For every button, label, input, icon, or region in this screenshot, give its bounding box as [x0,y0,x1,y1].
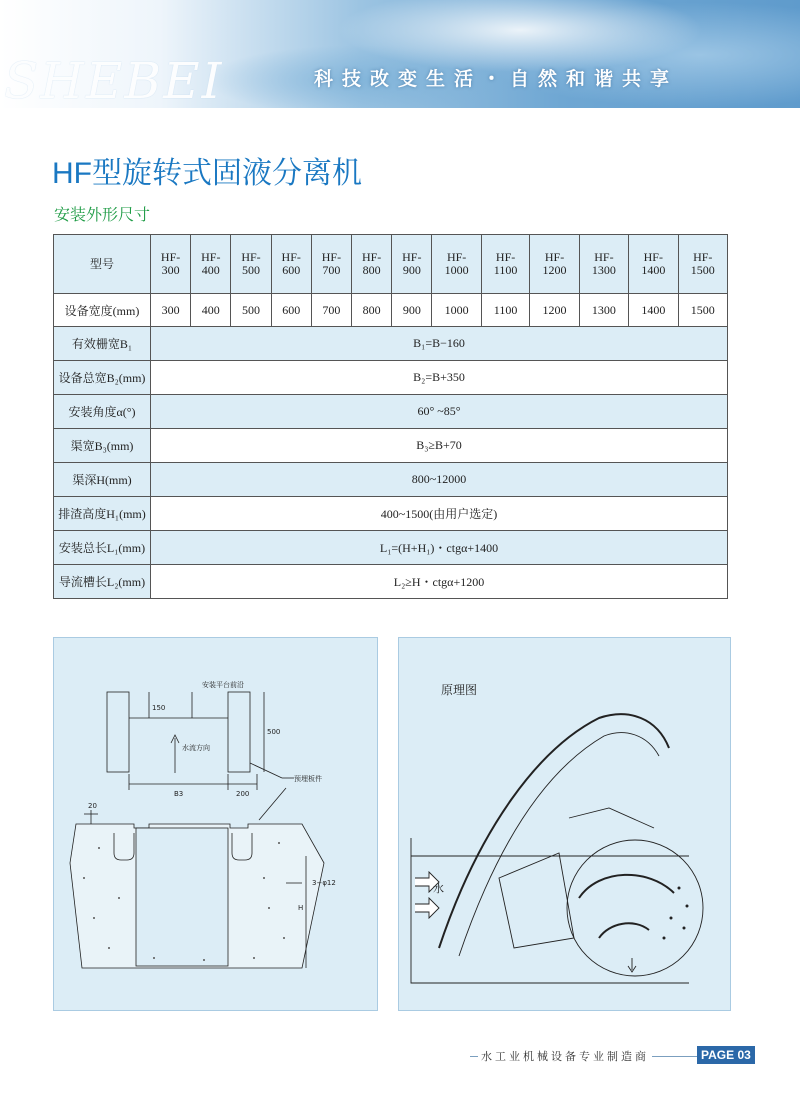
row-value: B₂=B+350 [151,361,728,395]
label-H: H [298,904,304,912]
model-number: 800 [362,263,381,277]
row-value: L₁=(H+H₁)・ctgα+1400 [151,531,728,565]
model-number: 1400 [641,263,666,277]
model-cell [392,235,432,294]
detail-circle [567,840,703,976]
plan-block-left [107,692,129,772]
row-label: 有效栅宽B₁ [54,327,151,361]
model-label: 型号 [54,235,151,294]
label-dim200: 200 [236,790,250,798]
model-prefix: HF- [402,250,422,264]
installation-drawing [53,637,378,1011]
label-flow: 水流方向 [182,744,210,752]
model-prefix: HF- [446,250,467,264]
model-number: 900 [402,263,421,277]
table-row [54,497,728,531]
plan-block-right [228,692,250,772]
row-label: 安装角度α(°) [54,395,151,429]
table-row [54,395,728,429]
screen-chain [439,714,669,948]
model-prefix: HF- [361,250,382,264]
page-number: PAGE 03 [697,1046,755,1064]
principle-diagram-svg [399,638,730,1010]
label-dim20: 20 [88,802,97,810]
row-label: 导流槽长L₂(mm) [54,565,151,599]
width-cell: 1500 [678,294,727,327]
model-number: 1300 [591,263,616,277]
width-cell: 1100 [481,294,530,327]
label-rebar: 3−φ12 [312,879,336,887]
table-row [54,429,728,463]
model-number: 700 [322,263,341,277]
row-value: B₃≥B+70 [151,429,728,463]
table-row-models [54,235,728,294]
table-row [54,565,728,599]
model-cell [191,235,231,294]
solids-dots [663,887,689,940]
width-cell: 900 [392,294,432,327]
width-cell: 300 [151,294,191,327]
model-number: 300 [161,263,180,277]
model-cell [311,235,351,294]
diagram-title: 原理图 [441,683,478,697]
model-number: 600 [282,263,301,277]
header-banner [0,0,800,108]
row-value: 400~1500(由用户选定) [151,497,728,531]
table-row [54,531,728,565]
row-label: 渠宽B₃(mm) [54,429,151,463]
table-row [54,327,728,361]
width-label: 设备宽度(mm) [54,294,151,327]
model-number: 500 [242,263,260,277]
row-value: L₂≥H・ctgα+1200 [151,565,728,599]
model-prefix: HF- [495,250,516,264]
width-cell: 800 [352,294,392,327]
brand-watermark: SHEBEI [4,52,224,110]
model-prefix: HF- [693,250,713,264]
width-cell: 700 [311,294,351,327]
table-row [54,361,728,395]
width-cell: 500 [231,294,271,327]
model-cell [271,235,311,294]
row-label: 安装总长L₁(mm) [54,531,151,565]
model-cell [678,235,727,294]
width-cell: 400 [191,294,231,327]
model-prefix: HF- [594,250,614,264]
row-value: 800~12000 [151,463,728,497]
principle-diagram [398,637,731,1011]
row-label: 设备总宽B₂(mm) [54,361,151,395]
model-cell [352,235,392,294]
model-cell [530,235,579,294]
model-number: 1500 [690,263,715,277]
width-cell: 1000 [432,294,481,327]
width-cell: 1400 [629,294,678,327]
width-cell: 1300 [579,294,628,327]
label-water: 水 [433,882,444,895]
label-embedded: 预埋板件 [294,775,322,783]
table-row-widths [54,294,728,327]
model-number: 1000 [444,263,469,277]
model-prefix: HF- [241,250,261,264]
model-cell [151,235,191,294]
model-prefix: HF- [160,250,181,264]
row-value: 60° ~85° [151,395,728,429]
model-number: 400 [201,263,220,277]
model-prefix: HF- [281,250,301,264]
slogan: 科技改变生活・自然和谐共享 [314,68,679,90]
model-cell [432,235,481,294]
model-prefix: HF- [544,250,565,264]
page-title: HF型旋转式固液分离机 [52,157,362,190]
model-cell [231,235,271,294]
model-cell [481,235,530,294]
table-row [54,463,728,497]
model-cell [579,235,628,294]
width-cell: 1200 [530,294,579,327]
row-label: 排渣高度H₁(mm) [54,497,151,531]
model-prefix: HF- [321,250,342,264]
section-subtitle: 安装外形尺寸 [54,205,151,224]
model-number: 1200 [542,263,567,277]
width-cell: 600 [271,294,311,327]
row-value: B₁=B−160 [151,327,728,361]
model-prefix: HF- [201,250,221,264]
label-dimB3: B3 [174,790,184,798]
model-number: 1100 [493,263,518,277]
footer [0,1046,800,1066]
label-dim500: 500 [267,728,281,736]
row-label: 渠深H(mm) [54,463,151,497]
installation-drawing-svg [54,638,377,1010]
label-platform: 安装平台前沿 [202,681,244,689]
model-prefix: HF- [643,250,663,264]
spec-table [53,234,728,599]
label-dim150: 150 [152,704,166,712]
model-cell [629,235,678,294]
footer-text: 水工业机械设备专业制造商 [478,1048,652,1064]
